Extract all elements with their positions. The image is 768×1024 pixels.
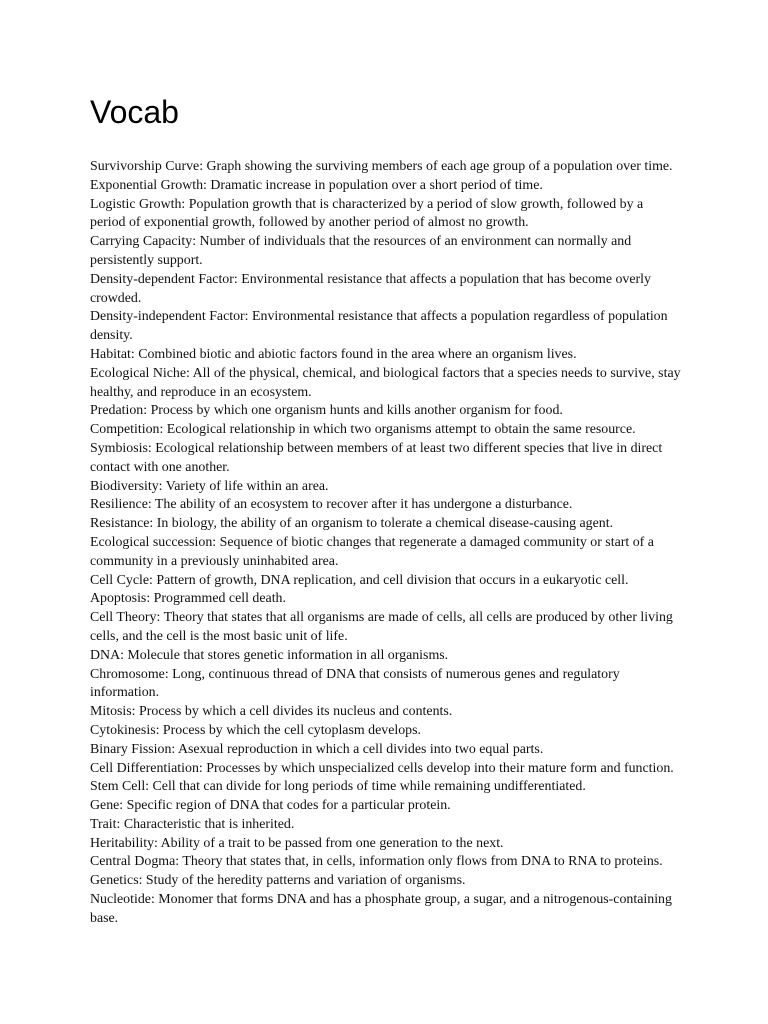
vocab-entry: Cytokinesis: Process by which the cell cytoplasm develops. — [90, 722, 422, 738]
vocab-entry: Cell Differentiation: Processes by which unspecialized cells develop into their mature form and function. — [90, 760, 674, 776]
vocab-entry: Carrying Capacity: Number of individuals that the resources of an environment can normally and persistently support. — [90, 234, 632, 268]
vocab-entry: Mitosis: Process by which a cell divides its nucleus and contents. — [90, 704, 453, 720]
vocab-entry: Binary Fission: Asexual reproduction in which a cell divides into two equal parts. — [90, 741, 544, 757]
vocab-entry: Chromosome: Long, continuous thread of DNA that consists of numerous genes and regulatory information. — [90, 666, 620, 701]
vocab-entry: Genetics: Study of the heredity patterns and variation of organisms. — [90, 873, 466, 889]
vocab-entry: Resilience: The ability of an ecosystem to recover after it has undergone a disturbance. — [90, 497, 573, 513]
vocab-entry: Habitat: Combined biotic and abiotic factors found in the area where an organism lives. — [90, 346, 577, 362]
vocab-entry: Predation: Process by which one organism hunts and kills another organism for food. — [90, 403, 563, 419]
vocab-entry: Cell Theory: Theory that states that all organisms are made of cells, all cells are produced by other living cells, and the cell is the most basic unit of life. — [90, 610, 673, 644]
vocab-entry: Nucleotide: Monomer that forms DNA and has a phosphate group, a sugar, and a nitrogenous-containing base. — [90, 892, 672, 926]
vocab-list — [90, 158, 682, 929]
page-title: Vocab — [90, 94, 179, 130]
vocab-entry: Gene: Specific region of DNA that codes for a particular protein. — [90, 798, 451, 814]
vocab-entry: Cell Cycle: Pattern of growth, DNA replication, and cell division that occurs in a eukaryotic cell. — [90, 572, 629, 588]
vocab-entry: Resistance: In biology, the ability of an organism to tolerate a chemical disease-causing agent. — [90, 516, 614, 532]
vocab-entry: Stem Cell: Cell that can divide for long periods of time while remaining undifferentiated. — [90, 779, 586, 795]
vocab-entry: Symbiosis: Ecological relationship between members of at least two different species that live in direct contact with one another. — [90, 440, 663, 475]
vocab-entry: Central Dogma: Theory that states that, in cells, information only flows from DNA to RNA to proteins. — [90, 854, 663, 870]
vocab-entry: Competition: Ecological relationship in which two organisms attempt to obtain the same resource. — [90, 422, 636, 438]
vocab-entry: DNA: Molecule that stores genetic information in all organisms. — [90, 647, 449, 663]
vocab-entry: Trait: Characteristic that is inherited. — [90, 816, 295, 832]
vocab-entry: Ecological Niche: All of the physical, chemical, and biological factors that a species needs to survive, stay healthy, and reproduce in an ecosystem. — [90, 365, 681, 400]
vocab-entry: Ecological succession: Sequence of biotic changes that regenerate a damaged community or start of a community in a previously uninhabited area. — [90, 534, 654, 569]
vocab-entry: Exponential Growth: Dramatic increase in population over a short period of time. — [90, 177, 543, 193]
vocab-entry: Density-independent Factor: Environmental resistance that affects a population regardless of population density. — [90, 309, 668, 344]
vocab-entry: Biodiversity: Variety of life within an area. — [90, 478, 329, 494]
vocab-entry: Density-dependent Factor: Environmental resistance that affects a population that has become overly crowded. — [90, 271, 651, 306]
vocab-entry: Apoptosis: Programmed cell death. — [90, 591, 286, 607]
vocab-entry: Logistic Growth: Population growth that is characterized by a period of slow growth, followed by a period of exponential growth, followed by another period of almost no growth. — [90, 196, 644, 231]
vocab-entry: Survivorship Curve: Graph showing the surviving members of each age group of a population over time. — [90, 159, 673, 174]
vocab-entry: Heritability: Ability of a trait to be passed from one generation to the next. — [90, 835, 504, 851]
